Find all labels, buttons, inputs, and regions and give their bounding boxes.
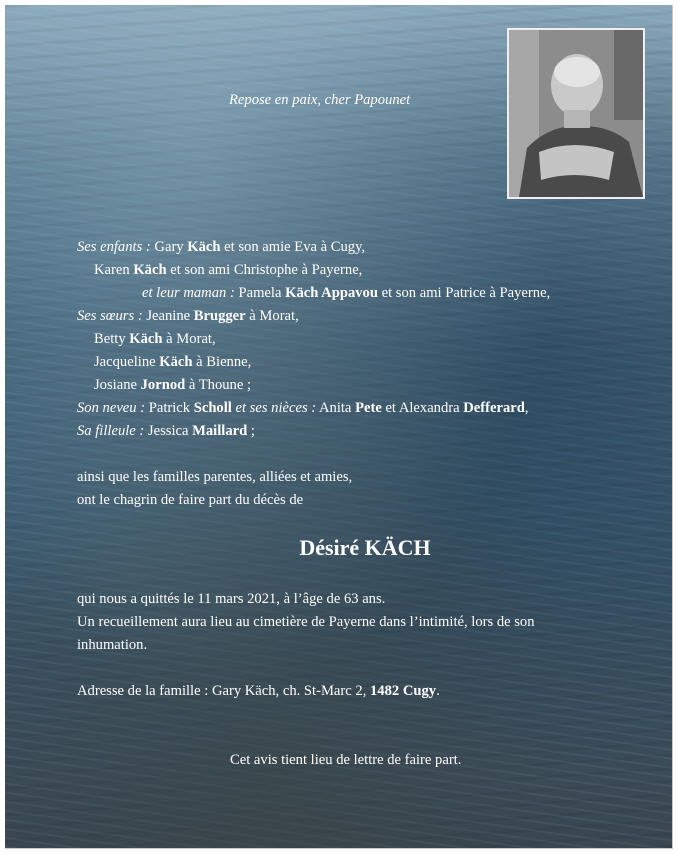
text-run: Son neveu :	[77, 400, 146, 416]
family-line-nephew-nieces	[77, 397, 529, 420]
text-run: ;	[247, 423, 255, 439]
text-run: Jornod	[140, 377, 186, 393]
text-run: Josiane	[94, 377, 141, 393]
footer-note: Cet avis tient lieu de lettre de faire part.	[230, 752, 462, 768]
family-line-karen	[94, 259, 362, 282]
text-run: Ses sœurs :	[77, 308, 143, 324]
text-run: Käch Appavou	[285, 285, 378, 301]
address-city: 1482 Cugy	[370, 683, 437, 699]
text-run: Jeanine	[142, 308, 194, 324]
text-run: Käch	[129, 331, 163, 347]
portrait-photo-graphic	[509, 30, 643, 197]
text-run: à Bienne,	[192, 354, 252, 370]
family-line-betty	[94, 328, 216, 351]
text-run: ,	[524, 400, 529, 416]
text-run: Jacqueline	[94, 354, 160, 370]
intro-line-2: ont le chagrin de faire part du décès de	[77, 492, 304, 508]
details-line-2: Un recueillement aura lieu au cimetière de Payerne dans l’intimité, lors de son	[77, 614, 535, 630]
details-line-3: inhumation.	[77, 637, 148, 653]
text-run: Käch	[159, 354, 193, 370]
text-run: à Morat,	[162, 331, 216, 347]
family-line-jacqueline	[94, 351, 251, 374]
text-run: et Alexandra	[381, 400, 464, 416]
address-prefix: Adresse de la famille : Gary Käch, ch. St-Marc 2,	[77, 683, 370, 699]
text-run: Defferard	[463, 400, 525, 416]
deceased-name: Désiré KÄCH	[299, 535, 431, 560]
text-run: Brugger	[193, 308, 246, 324]
intro-line-1: ainsi que les familles parentes, alliées et amies,	[77, 469, 353, 485]
text-run: Ses enfants :	[77, 239, 151, 255]
text-run: Gary	[150, 239, 188, 255]
text-run: Scholl	[193, 400, 232, 416]
text-run: Pamela	[234, 285, 286, 301]
text-run: Anita	[316, 400, 356, 416]
text-run: à Morat,	[245, 308, 299, 324]
epitaph: Repose en paix, cher Papounet	[229, 92, 411, 108]
text-run: Jessica	[144, 423, 193, 439]
obituary-card	[5, 5, 673, 849]
portrait-photo-icon	[507, 28, 645, 199]
family-line-josiane	[94, 374, 251, 397]
text-run: Sa filleule :	[77, 423, 145, 439]
family-line-children	[77, 236, 365, 259]
text-run: Betty	[94, 331, 130, 347]
family-address	[77, 680, 440, 703]
details-line-1: qui nous a quittés le 11 mars 2021, à l’âge de 63 ans.	[77, 591, 386, 607]
family-line-sisters	[77, 305, 299, 328]
text-run: et son ami Patrice à Payerne,	[377, 285, 551, 301]
family-line-goddaughter	[77, 420, 255, 443]
text-run: et leur maman :	[142, 285, 235, 301]
text-run: Patrick	[145, 400, 194, 416]
text-run: Käch	[187, 239, 221, 255]
text-run: Pete	[355, 400, 382, 416]
text-run: et son amie Eva à Cugy,	[220, 239, 366, 255]
family-line-mother	[142, 282, 550, 305]
text-run: Maillard	[192, 423, 248, 439]
text-run: Karen	[94, 262, 134, 278]
text-run: à Thoune ;	[185, 377, 252, 393]
text-run: et ses nièces :	[231, 400, 317, 416]
address-suffix: .	[436, 683, 440, 699]
text-run: et son ami Christophe à Payerne,	[166, 262, 363, 278]
text-run: Käch	[133, 262, 167, 278]
